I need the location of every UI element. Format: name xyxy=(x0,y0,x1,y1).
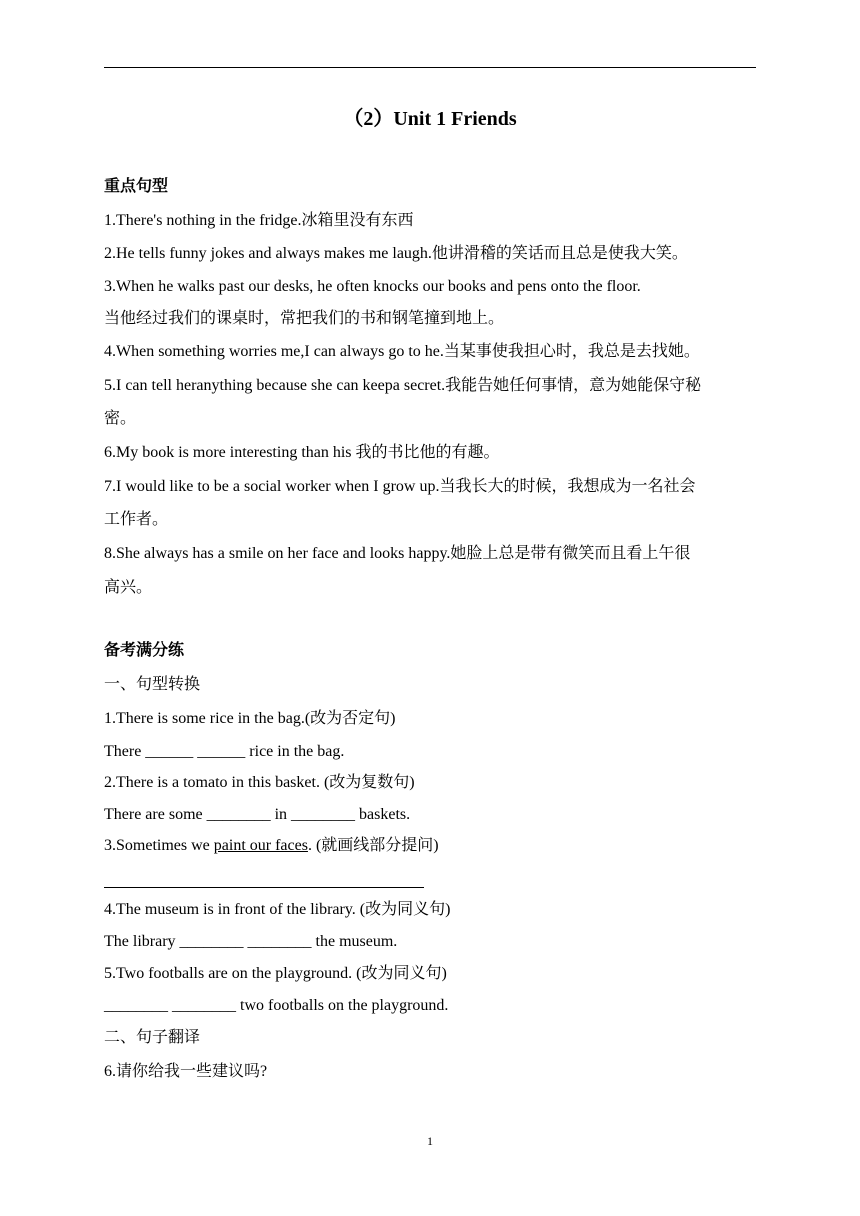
pattern-line: 工作者。 xyxy=(104,511,169,528)
page-number: 1 xyxy=(427,1134,433,1148)
question-6: 6.请你给我一些建议吗? xyxy=(104,1063,268,1080)
pattern-line: 当他经过我们的课桌时，常把我们的书和钢笔撞到地上。 xyxy=(104,310,505,327)
question-1-answer: There ______ ______ rice in the bag. xyxy=(104,743,345,760)
part2-heading: 二、句子翻译 xyxy=(104,1029,201,1046)
part1-heading: 一、句型转换 xyxy=(104,676,201,693)
question-4-answer: The library ________ ________ the museum. xyxy=(104,933,398,950)
question-2-answer: There are some ________ in ________ baskets. xyxy=(104,806,411,823)
pattern-line: 8.She always has a smile on her face and looks happy.她脸上总是带有微笑而且看上午很 xyxy=(104,545,691,562)
question-3-answer-line xyxy=(104,887,424,888)
question-2: 2.There is a tomato in this basket. (改为复数句) xyxy=(104,774,415,791)
pattern-line: 7.I would like to be a social worker when I grow up.当我长大的时候，我想成为一名社会 xyxy=(104,478,696,495)
pattern-line: 2.He tells funny jokes and always makes me laugh.他讲滑稽的笑话而且总是使我大笑。 xyxy=(104,245,688,262)
question-5: 5.Two footballs are on the playground. (改为同义句) xyxy=(104,965,447,982)
pattern-line: 6.My book is more interesting than his 我的书比他的有趣。 xyxy=(104,444,500,461)
header-rule xyxy=(104,67,756,68)
question-3 xyxy=(104,834,756,858)
patterns-heading: 重点句型 xyxy=(104,178,169,195)
page-title: （2）Unit 1 Friends xyxy=(343,108,517,130)
practice-heading: 备考满分练 xyxy=(104,642,185,659)
pattern-line: 密。 xyxy=(104,410,137,427)
question-3-suffix: . (就画线部分提问) xyxy=(307,837,439,854)
question-4: 4.The museum is in front of the library. (改为同义句) xyxy=(104,901,451,918)
question-5-answer: ________ ________ two footballs on the playground. xyxy=(104,997,449,1014)
question-3-prefix: 3.Sometimes we xyxy=(104,837,214,854)
pattern-line: 1.There's nothing in the fridge.冰箱里没有东西 xyxy=(104,212,414,229)
question-1: 1.There is some rice in the bag.(改为否定句) xyxy=(104,710,396,727)
pattern-line: 5.I can tell heranything because she can keepa secret.我能告她任何事情，意为她能保守秘 xyxy=(104,377,702,394)
question-3-underlined: paint our faces xyxy=(213,837,308,854)
pattern-line: 3.When he walks past our desks, he often knocks our books and pens onto the floor. xyxy=(104,278,641,295)
pattern-line: 4.When something worries me,I can always go to he.当某事使我担心时，我总是去找她。 xyxy=(104,343,700,360)
pattern-line: 高兴。 xyxy=(104,579,153,596)
